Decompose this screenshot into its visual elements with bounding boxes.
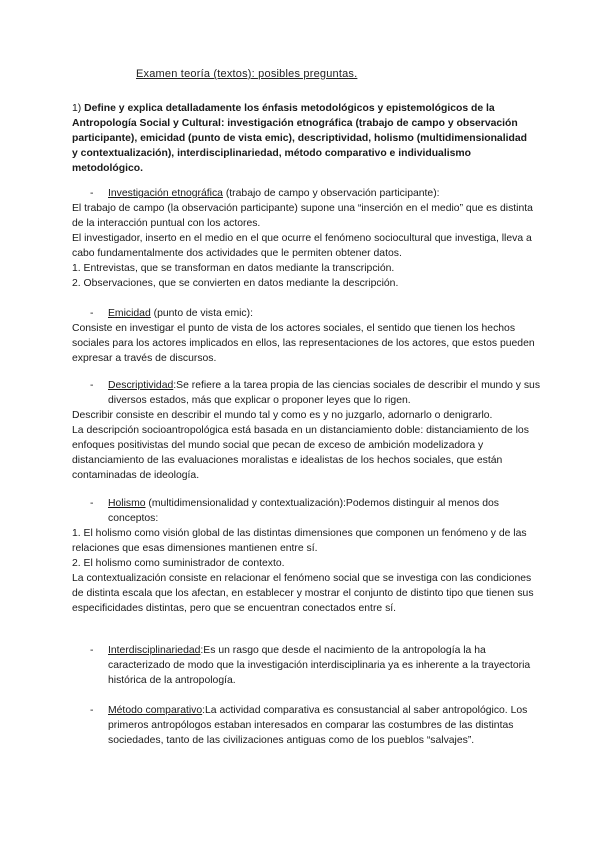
section-heading-rest: (punto de vista emic): — [150, 308, 253, 319]
paragraph: 1. El holismo como visión global de las distintas dimensiones que componen un fenómeno y de las relaciones que esas dimensiones mantienen entre sí. — [72, 528, 527, 554]
section-heading — [72, 186, 542, 201]
section-metodo-comparativo — [72, 703, 542, 748]
section-term: Descriptividad — [108, 380, 174, 391]
section-term: Método comparativo — [108, 705, 203, 716]
bullet-dash: - — [90, 308, 94, 319]
section-heading-rest: :Es un rasgo que desde el nacimiento de la antropología la ha caracterizado de modo que la investigación interdisciplinaria ya es inherente a la trayectoria histórica de la antropología. — [108, 645, 531, 686]
paragraph: 2. El holismo como suministrador de contexto. — [72, 558, 285, 569]
section-heading — [72, 703, 542, 748]
section-heading-rest: (trabajo de campo y observación participante): — [222, 188, 440, 199]
question-1 — [72, 101, 532, 176]
section-heading — [72, 496, 542, 526]
bullet-dash: - — [90, 705, 94, 716]
bullet-dash: - — [90, 188, 94, 199]
bullet-dash: - — [90, 498, 94, 509]
paragraph: La descripción socioantropológica está basada en un distanciamiento doble: distanciamiento de los enfoques positivistas del mundo social que pecan de exceso de ambición modelizadora y distanciamiento de las evaluaciones moralistas e idealistas de los hechos sociales, que están contaminadas de ideología. — [72, 425, 529, 481]
question-text: Define y explica detalladamente los énfasis metodológicos y epistemológicos de la Antropología Social y Cultural: investigación etnográfica (trabajo de campo y observación participante), emicidad (punto de vista emic), descriptividad, holismo (multidimensionalidad y contextualización), interdisciplinariedad, método comparativo e individualismo metodológico. — [72, 103, 527, 174]
section-term: Investigación etnográfica — [108, 188, 223, 199]
section-heading-rest: :Se refiere a la tarea propia de las ciencias sociales de describir el mundo y sus diversos estados, más que explicar o proponer leyes que lo rigen. — [108, 380, 541, 406]
paragraph: Consiste en investigar el punto de vista de los actores sociales, el sentido que tienen los hechos sociales para los actores implicados en ellos, las representaciones de los actores, que estos pueden expresar a través de discursos. — [72, 323, 535, 364]
section-heading — [72, 643, 542, 688]
section-interdisciplinariedad — [72, 643, 542, 688]
section-heading-rest: :La actividad comparativa es consustancial al saber antropológico. Los primeros antropólogos estaban interesados en comparar las costumbres de las distintas sociedades, tanto de las civilizaciones antiguas como de los pueblos “salvajes”. — [108, 705, 528, 746]
bullet-dash: - — [90, 380, 94, 391]
question-number: 1) — [72, 103, 82, 114]
paragraph: 1. Entrevistas, que se transforman en datos mediante la transcripción. — [72, 263, 395, 274]
section-term: Interdisciplinariedad — [108, 645, 201, 656]
section-term: Holismo — [108, 498, 146, 509]
document-title: Examen teoría (textos): posibles preguntas. — [136, 68, 358, 80]
section-heading-rest: (multidimensionalidad y contextualización):Podemos distinguir al menos dos conceptos: — [108, 498, 499, 524]
section-investigacion-etnografica — [72, 186, 542, 291]
bullet-dash: - — [90, 645, 94, 656]
section-heading — [72, 306, 542, 321]
section-descriptividad — [72, 378, 542, 483]
section-heading — [72, 378, 542, 408]
section-term: Emicidad — [108, 308, 151, 319]
paragraph: Describir consiste en describir el mundo tal y como es y no juzgarlo, adornarlo o denigrarlo. — [72, 410, 493, 421]
section-emicidad — [72, 306, 542, 366]
paragraph: El trabajo de campo (la observación participante) supone una “inserción en el medio” que es distinta de la interacción puntual con los actores. — [72, 203, 533, 229]
paragraph: 2. Observaciones, que se convierten en datos mediante la descripción. — [72, 278, 399, 289]
section-holismo — [72, 496, 542, 616]
paragraph: La contextualización consiste en relacionar el fenómeno social que se investiga con las condiciones de distinta escala que los afectan, en establecer y mostrar el conjunto de distinto tipo que tienen sus especificidades distintas, pero que se encuentran conectados entre sí. — [72, 573, 534, 614]
paragraph: El investigador, inserto en el medio en el que ocurre el fenómeno sociocultural que investiga, lleva a cabo fundamentalmente dos actividades que le permiten obtener datos. — [72, 233, 532, 259]
